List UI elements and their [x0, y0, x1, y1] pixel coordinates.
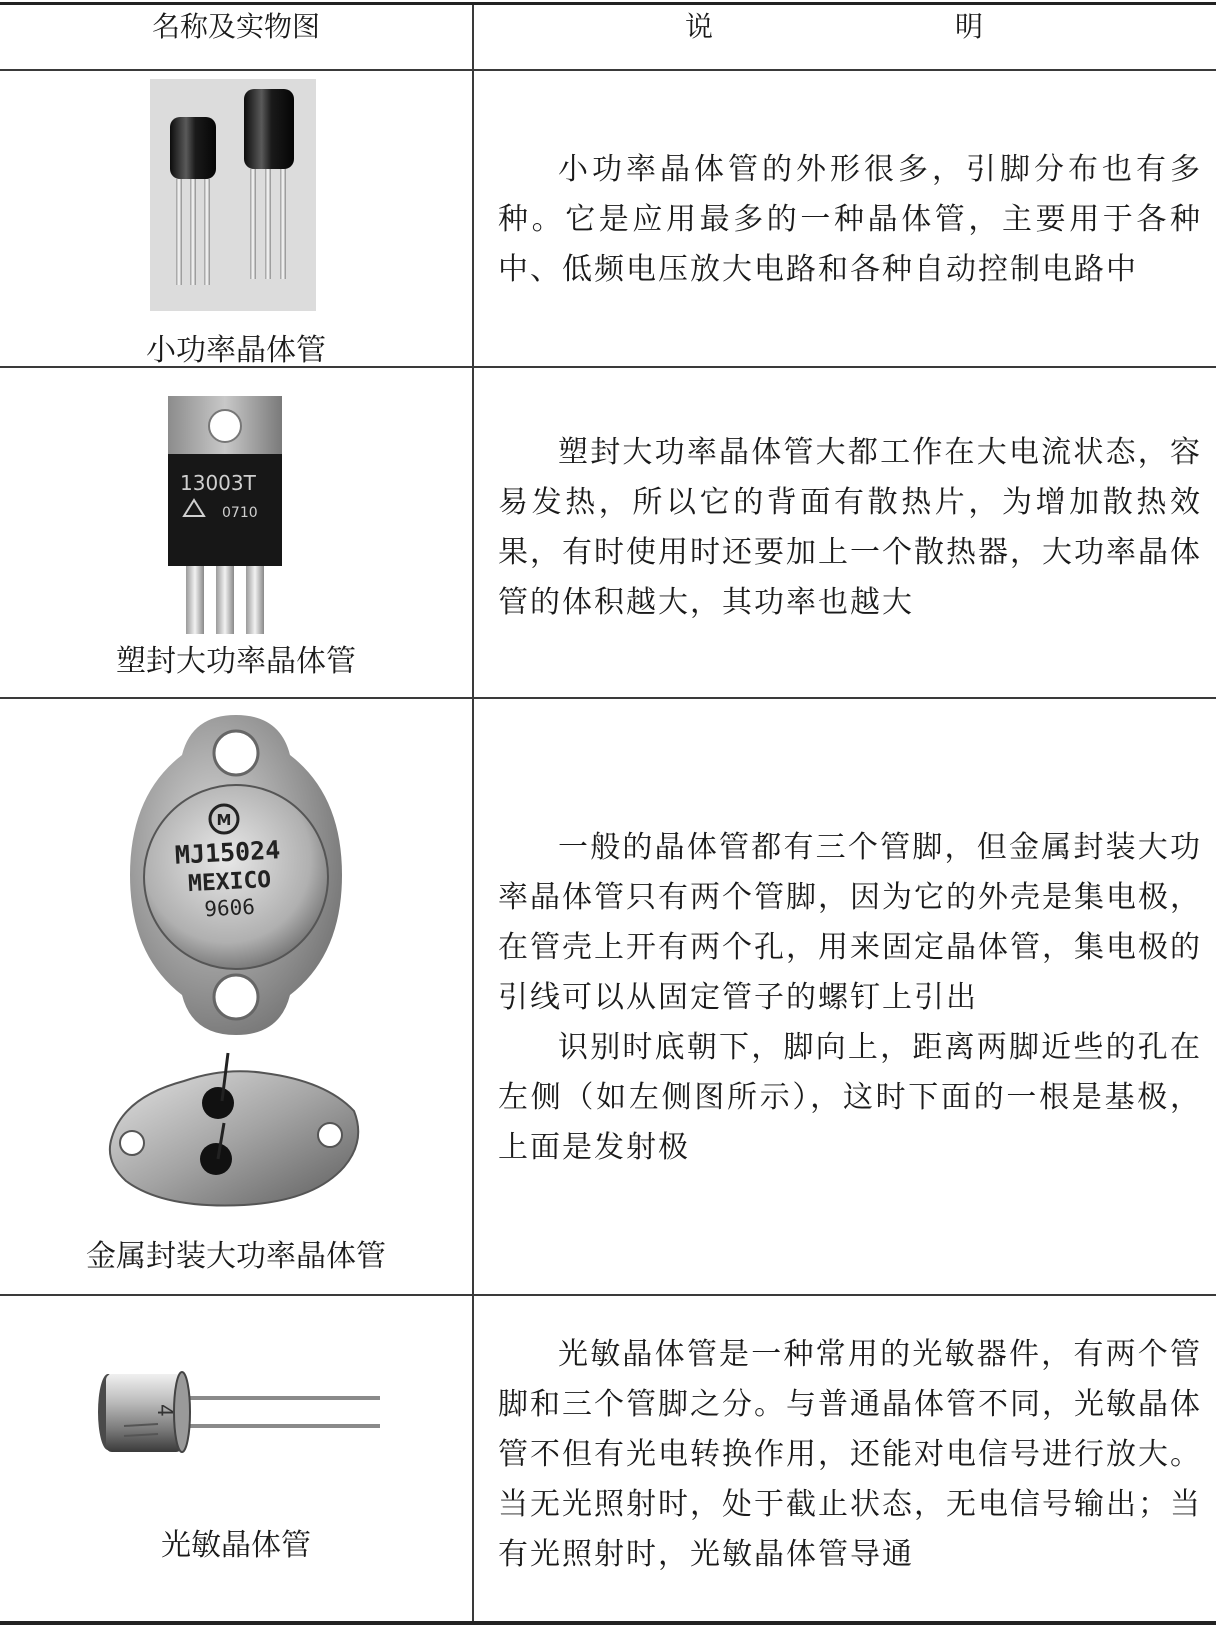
metal-power-transistor-back-photo	[104, 1051, 366, 1211]
table-row	[0, 1295, 1216, 1623]
chip-marking: 13003T	[180, 471, 256, 495]
header-name-image: 名称及实物图	[0, 4, 473, 71]
row-1-image-cell	[0, 70, 473, 367]
can-marking-origin: MEXICO	[187, 866, 272, 898]
can-marking: 4	[153, 1404, 177, 1417]
row-4-description-cell	[473, 1295, 1216, 1623]
row-1-description-cell	[473, 70, 1216, 367]
transistor-table	[0, 2, 1216, 1625]
row-4-image-cell	[0, 1295, 473, 1623]
metal-power-transistor-front-photo	[130, 715, 342, 1035]
row-2-image-cell	[0, 367, 473, 698]
row-3-image-cell	[0, 698, 473, 1295]
description-plastic-power-transistor	[498, 428, 1202, 628]
caption-small-power-transistor: 小功率晶体管	[146, 333, 326, 368]
description-small-power-transistor	[498, 145, 1202, 295]
manufacturer-logo: M	[216, 811, 232, 829]
caption-metal-power-transistor: 金属封装大功率晶体管	[86, 1239, 386, 1274]
table-row	[0, 70, 1216, 367]
small-transistor-photo	[150, 79, 316, 311]
paragraph: 识别时底朝下，脚向上，距离两脚近些的孔在左侧（如左侧图所示），这时下面的一根是基极，上面是发射极	[498, 1030, 1202, 1165]
plastic-power-transistor-photo	[168, 396, 282, 634]
paragraph: 塑封大功率晶体管大都工作在大电流状态，容易发热，所以它的背面有散热片，为增加散热效果，有时使用时还要加上一个散热器，大功率晶体管的体积越大，其功率也越大	[498, 435, 1202, 620]
photo-transistor-photo	[96, 1356, 380, 1466]
description-photo-transistor	[498, 1330, 1202, 1580]
table-row	[0, 367, 1216, 698]
paragraph: 光敏晶体管是一种常用的光敏器件，有两个管脚和三个管脚之分。与普通晶体管不同，光敏晶体管不但有光电转换作用，还能对电信号进行放大。当无光照射时，处于截止状态，无电信号输出；当有光照射时，光敏晶体管导通	[498, 1337, 1202, 1572]
caption-photo-transistor: 光敏晶体管	[161, 1528, 311, 1563]
can-marking-date: 9606	[203, 894, 256, 922]
paragraph: 小功率晶体管的外形很多，引脚分布也有多种。它是应用最多的一种晶体管，主要用于各种中、低频电压放大电路和各种自动控制电路中	[498, 152, 1202, 287]
row-2-description-cell	[473, 367, 1216, 698]
paragraph: 一般的晶体管都有三个管脚，但金属封装大功率晶体管只有两个管脚，因为它的外壳是集电极，在管壳上开有两个孔，用来固定晶体管，集电极的引线可以从固定管子的螺钉上引出	[498, 830, 1202, 1015]
header-description: 说 明	[684, 10, 1045, 43]
row-3-description-cell	[473, 698, 1216, 1295]
description-metal-power-transistor	[498, 823, 1202, 1173]
can-marking-part: MJ15024	[174, 835, 281, 870]
table-row	[0, 698, 1216, 1295]
table-header-row	[0, 4, 1216, 71]
caption-plastic-power-transistor: 塑封大功率晶体管	[116, 644, 356, 679]
chip-date-code: 0710	[222, 505, 258, 521]
